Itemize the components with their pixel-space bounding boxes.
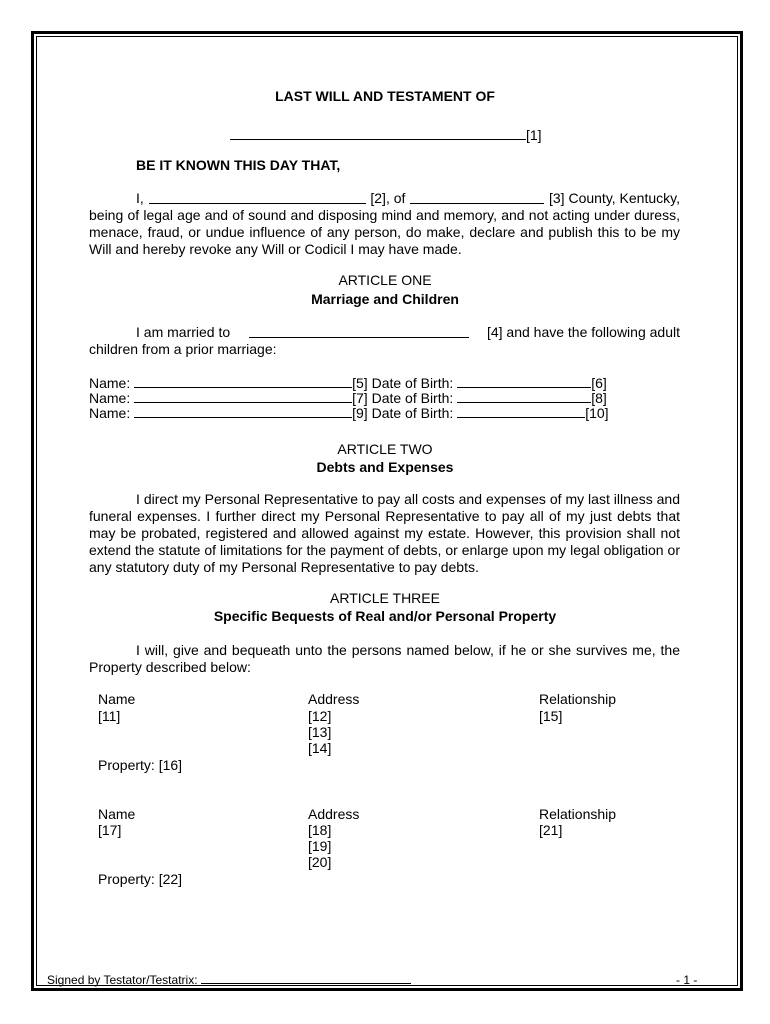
children-line: children from a prior marriage: bbox=[89, 341, 277, 357]
bequest-1-address-1: [12] bbox=[308, 708, 332, 724]
child-dob-blank bbox=[457, 374, 591, 388]
testator-name-field bbox=[230, 126, 542, 144]
bequest-1-name: [11] bbox=[98, 708, 121, 724]
intro-line-1 bbox=[136, 190, 680, 207]
article-three-heading: ARTICLE THREE bbox=[330, 590, 440, 606]
bequest-1-address-header: Address bbox=[308, 691, 360, 707]
spouse-blank bbox=[249, 324, 469, 338]
article-three-subheading: Specific Bequests of Real and/or Personal Property bbox=[213, 608, 557, 624]
debts-line-3: may be probated, registered and allowed against my estate. However, this provision shall not bbox=[89, 525, 680, 541]
intro-county: [3] County, Kentucky, bbox=[549, 190, 680, 206]
bequest-1-relationship-header: Relationship bbox=[539, 691, 617, 707]
bequest-1-relationship: [15] bbox=[539, 708, 563, 724]
be-it-known: BE IT KNOWN THIS DAY THAT, bbox=[136, 157, 341, 173]
child-dob-blank bbox=[457, 404, 585, 418]
testator-blank bbox=[149, 190, 366, 204]
document-title: LAST WILL AND TESTAMENT OF bbox=[275, 88, 495, 104]
article-two-subheading: Debts and Expenses bbox=[316, 459, 454, 475]
debts-line-4: extend the statute of limitations for the payment of debts, or enlarge upon my legal obligation or bbox=[89, 542, 680, 558]
bequest-2-name: [17] bbox=[98, 822, 122, 838]
bequest-2-address-2: [19] bbox=[308, 838, 332, 854]
intro-line-2: being of legal age and of sound and disposing mind and memory, and not acting under duress, bbox=[89, 207, 680, 223]
child-name-blank bbox=[134, 389, 352, 403]
child-row-3 bbox=[89, 404, 609, 422]
signature-blank bbox=[201, 972, 411, 984]
intro-of: [2], of bbox=[370, 190, 406, 206]
signature-line bbox=[47, 972, 411, 989]
bequest-1-address-2: [13] bbox=[308, 724, 332, 740]
child-name-blank bbox=[134, 404, 352, 418]
bequest-2-relationship: [21] bbox=[539, 822, 563, 838]
bequest-line-2: Property described below: bbox=[89, 659, 251, 675]
bequest-1-name-header: Name bbox=[98, 691, 136, 707]
article-one-subheading: Marriage and Children bbox=[311, 291, 459, 307]
bequest-2-name-header: Name bbox=[98, 806, 136, 822]
bequest-paragraph bbox=[89, 642, 680, 676]
intro-line-4: Will and hereby revoke any Will or Codicil I may have made. bbox=[89, 241, 462, 257]
child-name-ref: [9] Date of Birth: bbox=[352, 405, 454, 421]
child-name-label: Name: bbox=[89, 405, 131, 421]
intro-line-3: menace, fraud, or undue influence of any person, do make, declare and publish this to be my bbox=[89, 224, 680, 240]
intro-i: I, bbox=[136, 190, 144, 206]
debts-line-5: any statutory duty of my Personal Representative to pay debts. bbox=[89, 559, 479, 575]
bequest-1-property: Property: [16] bbox=[98, 757, 183, 773]
county-blank bbox=[410, 190, 544, 204]
married-text-2: [4] and have the following adult bbox=[486, 324, 680, 340]
child-name-ref: [7] Date of Birth: bbox=[352, 390, 454, 406]
article-one-heading: ARTICLE ONE bbox=[338, 272, 432, 288]
child-name-ref: [5] Date of Birth: bbox=[352, 375, 454, 391]
child-name-label: Name: bbox=[89, 375, 131, 391]
child-name-label: Name: bbox=[89, 390, 131, 406]
bequest-1-address-3: [14] bbox=[308, 740, 332, 756]
bequest-2-relationship-header: Relationship bbox=[539, 806, 617, 822]
field-ref-1: [1] bbox=[526, 127, 542, 143]
child-name-blank bbox=[134, 374, 352, 388]
child-dob-ref: [10] bbox=[585, 405, 609, 421]
intro-paragraph bbox=[89, 207, 680, 258]
bequest-line-1: I will, give and bequeath unto the persons named below, if he or she survives me, the bbox=[136, 642, 680, 658]
bequest-2-address-3: [20] bbox=[308, 854, 332, 870]
married-line bbox=[136, 324, 680, 341]
article-two-heading: ARTICLE TWO bbox=[337, 441, 433, 457]
testator-name-blank bbox=[230, 126, 526, 140]
signed-by-label: Signed by Testator/Testatrix: bbox=[47, 973, 198, 987]
child-dob-ref: [6] bbox=[591, 375, 607, 391]
bequest-2-address-1: [18] bbox=[308, 822, 332, 838]
child-dob-ref: [8] bbox=[591, 390, 607, 406]
debts-paragraph bbox=[89, 491, 680, 576]
page-number: - 1 - bbox=[676, 973, 698, 987]
bequest-2-address-header: Address bbox=[308, 806, 360, 822]
married-text: I am married to bbox=[136, 324, 231, 340]
debts-line-2: funeral expenses. I further direct my Personal Representative to pay all of my just debts that bbox=[89, 508, 680, 524]
debts-line-1: I direct my Personal Representative to pay all costs and expenses of my last illness and bbox=[136, 491, 680, 507]
bequest-2-property: Property: [22] bbox=[98, 871, 183, 887]
child-dob-blank bbox=[457, 389, 591, 403]
